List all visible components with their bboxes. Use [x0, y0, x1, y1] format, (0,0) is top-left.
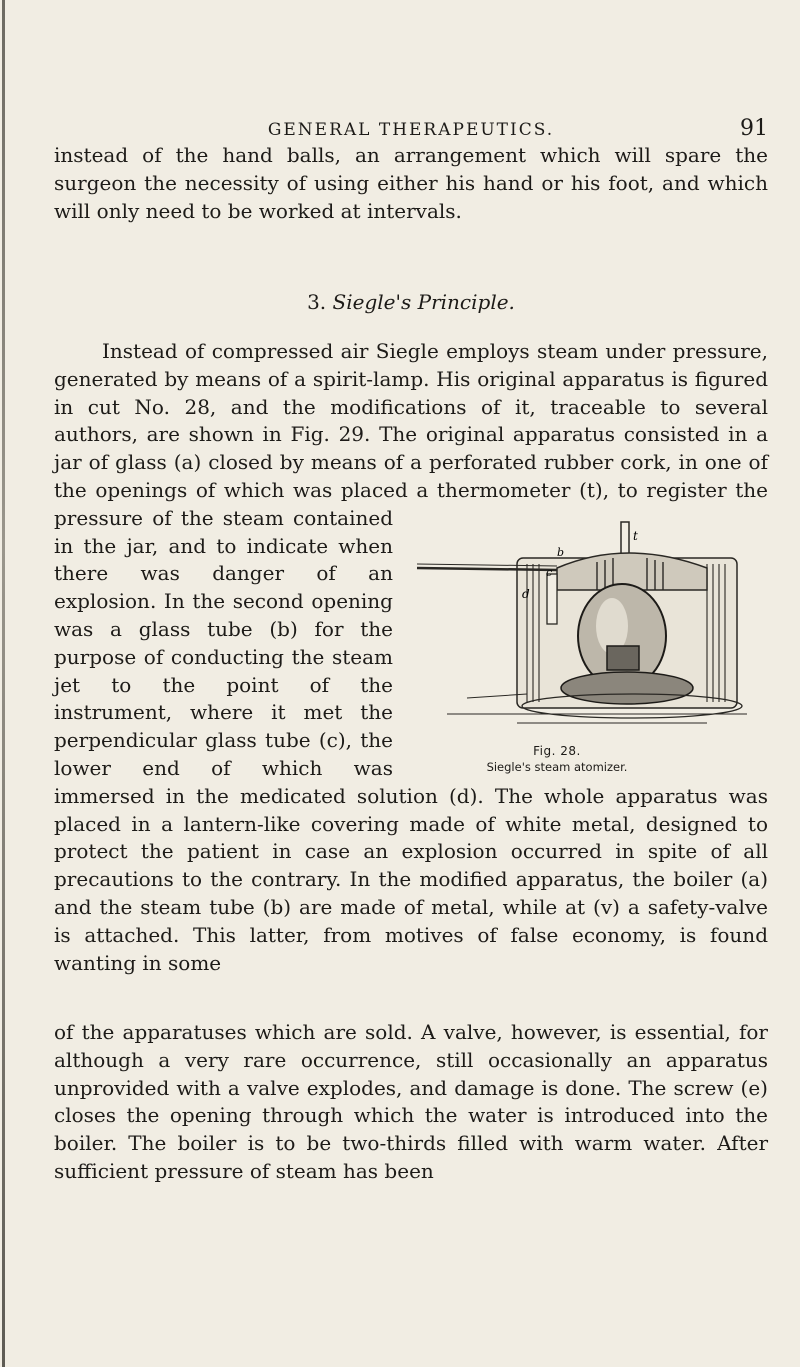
- paragraph-intro: instead of the hand balls, an arrangement which will spare the surgeon the necessity of using either his hand or his foot, and which will only need to be worked at intervals.: [54, 143, 768, 223]
- page-edge-line: [2, 0, 5, 1367]
- label-c: c: [546, 566, 553, 579]
- page-number: 91: [740, 116, 768, 141]
- label-d: d: [522, 587, 530, 601]
- section-number: 3.: [307, 290, 327, 314]
- running-title: GENERAL THERAPEUTICS.: [267, 120, 555, 140]
- paragraph-end: of the apparatuses which are sold. A valve, however, is essential, for although a very rare occurrence, still occasionally an apparatus unprovided with a valve explodes, and damage is done. The screw (e) closes the opening through which the water is introduced into the boiler. The boiler is to be two-thirds filled with warm water. After sufficient pressure of steam has been: [54, 1020, 768, 1183]
- running-head: [54, 116, 768, 144]
- label-t: t: [633, 529, 638, 543]
- paragraph-main: Instead of compressed air Siegle employs steam under pressure, generated by means of a spirit-lamp. His original apparatus is figured in cut No. 28, and the modifications of it, traceable to several authors, are shown in Fig. 29. The original apparatus consisted in a jar of glass (a) closed by means of a perforated rubber cork, in one of the openings of which was placed a thermometer (t), to register the pressure of the steam contained in the jar, and to indicate when there was danger of an explosion. In the second opening was a glass tube (b) for the purpose of conducting the steam jet to the point of the instrument, where it met the perpendicular glass tube (c), the lower end of which was immersed in the medicated solution (d). The whole apparatus was placed in a lantern-like covering made of white metal, designed to protect the patient in case an explosion occurred in spite of all precautions to the contrary. In the modified apparatus, the boiler (a) and the steam tube (b) are made of metal, while at (v) a safety-valve is attached. This latter, from motives of false economy, is found wanting in some: [54, 339, 768, 975]
- figure-28: [393, 338, 768, 778]
- section-title: Siegle's Principle.: [332, 290, 515, 314]
- figure-illustration: [407, 518, 768, 778]
- section-heading: [54, 290, 768, 314]
- label-b: b: [557, 546, 565, 559]
- figure-label: Fig. 28.: [533, 744, 581, 758]
- main-text-block: [54, 338, 768, 977]
- figure-caption: Siegle's steam atomizer.: [486, 760, 628, 774]
- steam-atomizer-illustration: [407, 518, 768, 733]
